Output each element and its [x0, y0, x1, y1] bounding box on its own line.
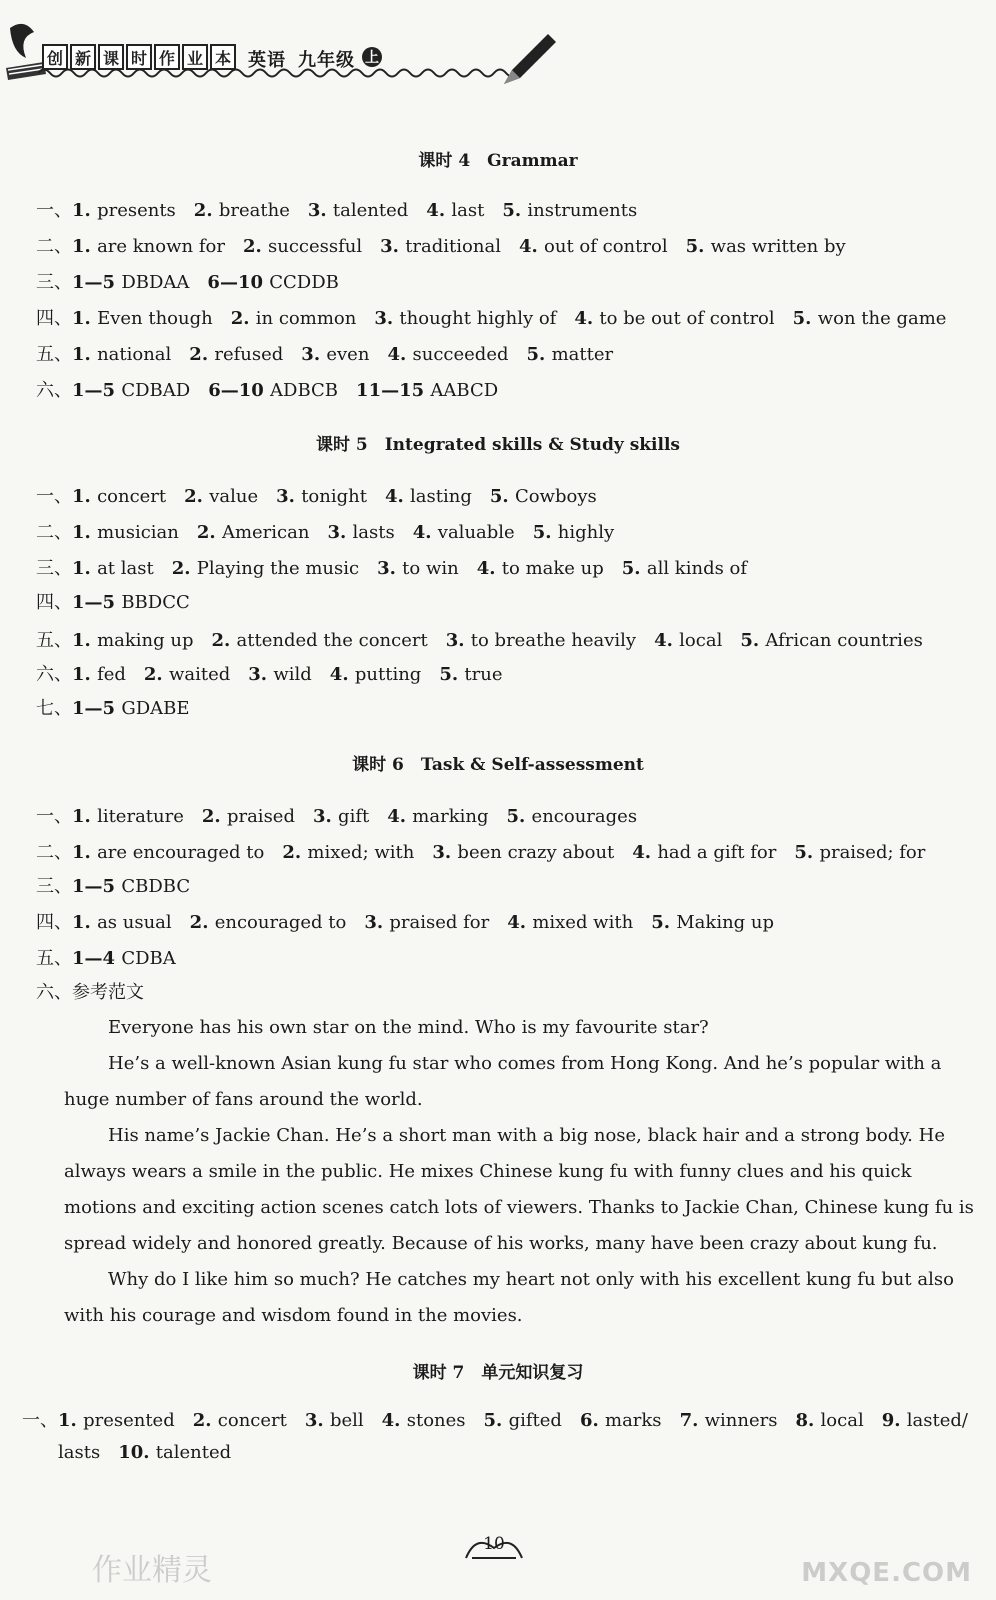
answer-text: BBDCC: [121, 592, 190, 613]
answer-row: [36, 196, 637, 222]
answer-text: last: [451, 200, 485, 221]
answer-number: 1.: [72, 486, 98, 507]
answer-number: 1.: [72, 522, 98, 543]
answer-number: 3.: [377, 558, 403, 579]
answer-text: CCDDB: [269, 272, 339, 293]
answer-row: [36, 660, 502, 686]
answer-text: Cowboys: [514, 486, 597, 507]
answer-number: 8.: [795, 1410, 821, 1431]
essay-paragraph: His name’s Jackie Chan. He’s a short man with a big nose, black hair and a strong body. He always wears a smile in the public. He mixes Chinese kung fu with funny clues and his quick motions and exciting action scenes catch lots of viewers. Thanks to Jackie Chan, Chinese kung fu is spread widely and honored greatly. Because of his works, many have been crazy about kung fu.: [64, 1125, 974, 1254]
answer-text: gifted: [508, 1410, 562, 1431]
answer-row: [36, 482, 597, 508]
answer-text: presents: [97, 200, 176, 221]
question-group-prefix: 二、: [36, 522, 72, 543]
answer-number: 4.: [654, 630, 680, 651]
answer-text: mixed with: [532, 912, 634, 933]
answer-number: 3.: [374, 308, 400, 329]
answer-text: value: [209, 486, 259, 507]
answer-text: refused: [214, 344, 284, 365]
answer-text: praised for: [389, 912, 490, 933]
answer-row: [36, 268, 339, 294]
subject-label: 英语: [248, 50, 286, 71]
answer-number: 3.: [248, 664, 274, 685]
answer-number: 1—5: [72, 380, 122, 401]
answer-number: 5.: [506, 806, 532, 827]
answer-row-continued: [58, 1442, 231, 1463]
answer-text: praised: [226, 806, 295, 827]
answer-number: 2.: [171, 558, 197, 579]
answer-number: 6—10: [208, 380, 271, 401]
answer-number: 4.: [574, 308, 600, 329]
answer-text: even: [326, 344, 370, 365]
answer-number: 3.: [445, 630, 471, 651]
answer-text: local: [820, 1410, 864, 1431]
question-group-prefix: 五、: [36, 630, 72, 651]
answer-text: marking: [412, 806, 489, 827]
answer-number: 5.: [621, 558, 647, 579]
answer-text: been crazy about: [457, 842, 615, 863]
answer-number: 2.: [193, 200, 219, 221]
answer-number: 1.: [72, 842, 98, 863]
answer-text: AABCD: [430, 380, 499, 401]
answer-text: American: [221, 522, 310, 543]
answer-number: 2.: [282, 842, 308, 863]
answer-text: bell: [329, 1410, 364, 1431]
title-char-box: 新: [70, 44, 96, 70]
answer-row: [36, 802, 637, 828]
answer-text: putting: [354, 664, 422, 685]
answer-number: 1—5: [72, 592, 122, 613]
answer-text: winners: [704, 1410, 778, 1431]
answer-row: [36, 232, 846, 258]
answer-text: true: [464, 664, 503, 685]
answer-text: to make up: [501, 558, 604, 579]
answer-row: [36, 978, 144, 1004]
title-char-box: 本: [210, 44, 236, 70]
answer-text: 参考范文: [72, 982, 144, 1003]
question-group-prefix: 六、: [36, 380, 72, 401]
answer-text: African countries: [765, 630, 923, 651]
answer-text: concert: [97, 486, 167, 507]
answer-text: valuable: [437, 522, 515, 543]
answer-text: to breathe heavily: [470, 630, 637, 651]
answer-text: attended the concert: [236, 630, 428, 651]
pen-icon: [500, 30, 560, 90]
answer-text: encouraged to: [214, 912, 347, 933]
answer-number: 10.: [118, 1442, 156, 1463]
question-group-prefix: 三、: [36, 558, 72, 579]
answer-number: 1.: [72, 806, 98, 827]
answer-text: DBDAA: [121, 272, 190, 293]
answer-number: 4.: [507, 912, 533, 933]
answer-number: 4.: [384, 486, 411, 507]
page-number-text: 10: [483, 1534, 505, 1554]
answer-number: 1.: [72, 664, 98, 685]
answer-text: stones: [406, 1410, 466, 1431]
answer-number: 7.: [679, 1410, 705, 1431]
answer-text: lasts: [352, 522, 395, 543]
answer-number: 2.: [211, 630, 237, 651]
answer-text: as usual: [97, 912, 172, 933]
answer-number: 3.: [304, 1410, 330, 1431]
answer-number: 2.: [189, 912, 215, 933]
answer-text: was written by: [710, 236, 846, 257]
answer-number: 2.: [242, 236, 268, 257]
essay-paragraph: He’s a well-known Asian kung fu star who comes from Hong Kong. And he’s popular with a huge number of fans around the world.: [64, 1053, 942, 1110]
answer-text: successful: [268, 236, 363, 257]
answer-number: 3.: [364, 912, 390, 933]
question-group-prefix: 六、: [36, 664, 72, 685]
answer-number: 1.: [72, 308, 98, 329]
answer-row: [36, 340, 613, 366]
answer-number: 4.: [426, 200, 452, 221]
answer-text: wild: [273, 664, 312, 685]
answer-text: gift: [338, 806, 370, 827]
answer-text: CDBAD: [121, 380, 191, 401]
answer-row: [36, 518, 614, 544]
answer-text: tonight: [301, 486, 367, 507]
answer-text: Playing the music: [196, 558, 360, 579]
answer-row: [36, 554, 747, 580]
answer-number: 5.: [502, 200, 528, 221]
answer-number: 5.: [483, 1410, 509, 1431]
answer-row: [36, 376, 498, 402]
answer-text: are known for: [97, 236, 225, 257]
answer-number: 4.: [632, 842, 658, 863]
essay-paragraph: Why do I like him so much? He catches my heart not only with his excellent kung fu but also with his courage and wisdom found in the movies.: [64, 1269, 954, 1326]
answer-text: national: [97, 344, 172, 365]
answer-number: 1—5: [72, 876, 122, 897]
answer-row: [22, 1406, 968, 1432]
answer-text: breathe: [218, 200, 290, 221]
title-char-box: 作: [154, 44, 180, 70]
answer-text: making up: [97, 630, 194, 651]
answer-number: 5.: [740, 630, 766, 651]
answer-row: [36, 838, 925, 864]
answer-text: had a gift for: [657, 842, 777, 863]
answer-number: 1.: [72, 344, 98, 365]
answer-number: 3.: [307, 200, 333, 221]
question-group-prefix: 四、: [36, 308, 72, 329]
answer-number: 3.: [327, 522, 353, 543]
question-group-prefix: 六、: [36, 982, 72, 1003]
question-group-prefix: 二、: [36, 236, 72, 257]
answer-text: CDBA: [121, 948, 176, 969]
answer-number: 4.: [329, 664, 355, 685]
answer-text: Even though: [97, 308, 213, 329]
question-group-prefix: 二、: [36, 842, 72, 863]
answer-number: 1—5: [72, 698, 122, 719]
answer-number: 11—15: [356, 380, 431, 401]
answer-text: instruments: [527, 200, 638, 221]
answer-number: 2.: [184, 486, 210, 507]
section-title: 课时 4 Grammar: [418, 151, 578, 171]
answer-number: 3.: [312, 806, 339, 827]
answer-number: 2.: [196, 522, 222, 543]
title-char-box: 时: [126, 44, 152, 70]
site-watermark: [801, 1510, 976, 1590]
answer-text: highly: [557, 522, 615, 543]
answer-text: ADBCB: [270, 380, 339, 401]
answer-text: local: [679, 630, 723, 651]
ghost-watermark: 作业精灵: [92, 1553, 212, 1588]
answer-text: matter: [551, 344, 614, 365]
question-group-prefix: 一、: [36, 806, 72, 827]
answer-row: [36, 908, 774, 934]
answer-text: to be out of control: [599, 308, 775, 329]
answer-text: concert: [217, 1410, 287, 1431]
answer-text: talented: [155, 1442, 232, 1463]
answer-text: Making up: [676, 912, 775, 933]
answer-text: mixed; with: [307, 842, 415, 863]
answer-number: 4.: [518, 236, 545, 257]
answer-number: 6—10: [207, 272, 270, 293]
answer-number: 1.: [72, 558, 98, 579]
answer-number: 1—4: [72, 948, 122, 969]
answer-number: 3.: [380, 236, 406, 257]
answer-number: 3.: [276, 486, 302, 507]
answer-number: 9.: [881, 1410, 907, 1431]
question-group-prefix: 三、: [36, 272, 72, 293]
title-char-box: 创: [42, 44, 68, 70]
answer-text: succeeded: [412, 344, 509, 365]
title-char-box: 课: [98, 44, 124, 70]
answer-text: lasts: [58, 1442, 101, 1463]
answer-text: all kinds of: [646, 558, 748, 579]
answer-number: 4.: [412, 522, 438, 543]
section-title: 课时 5 Integrated skills & Study skills: [315, 435, 680, 455]
question-group-prefix: 五、: [36, 948, 72, 969]
model-essay: [64, 1010, 979, 1334]
answer-number: 4.: [381, 1410, 407, 1431]
answer-number: 1.: [72, 912, 98, 933]
question-group-prefix: 一、: [36, 200, 72, 221]
answer-text: talented: [332, 200, 409, 221]
answer-number: 1.: [72, 200, 98, 221]
question-group-prefix: 四、: [36, 592, 72, 613]
answer-number: 5.: [532, 522, 558, 543]
answer-row: [36, 588, 190, 614]
answer-text: to win: [402, 558, 459, 579]
answer-number: 1.: [72, 630, 98, 651]
answer-number: 1—5: [72, 272, 122, 293]
answer-row: [36, 304, 946, 330]
answer-text: won the game: [817, 308, 947, 329]
answer-text: lasted/: [906, 1410, 968, 1431]
answer-text: musician: [97, 522, 179, 543]
answer-text: lasting: [410, 486, 472, 507]
title-char-box: 业: [182, 44, 208, 70]
answer-number: 2.: [192, 1410, 218, 1431]
answer-number: 2.: [230, 308, 256, 329]
answer-text: at last: [97, 558, 154, 579]
answer-number: 5.: [792, 308, 818, 329]
question-group-prefix: 五、: [36, 344, 72, 365]
answer-number: 6.: [579, 1410, 605, 1431]
section-title: 课时 6 Task & Self-assessment: [352, 755, 644, 775]
question-group-prefix: 一、: [36, 486, 72, 507]
question-group-prefix: 四、: [36, 912, 72, 933]
answer-row: [36, 944, 176, 970]
answer-text: marks: [605, 1410, 662, 1431]
answer-text: traditional: [405, 236, 501, 257]
answer-number: 5.: [685, 236, 711, 257]
answer-number: 5.: [794, 842, 820, 863]
question-group-prefix: 一、: [22, 1410, 58, 1431]
answer-row: [36, 694, 190, 720]
question-group-prefix: 七、: [36, 698, 72, 719]
question-group-prefix: 三、: [36, 876, 72, 897]
answer-text: out of control: [544, 236, 668, 257]
answer-text: thought highly of: [399, 308, 557, 329]
answer-row: [36, 626, 923, 652]
answer-text: literature: [97, 806, 184, 827]
answer-text: fed: [97, 664, 126, 685]
answer-number: 5.: [651, 912, 677, 933]
answer-number: 4.: [387, 344, 413, 365]
answer-row: [36, 872, 190, 898]
term-badge: 上: [362, 47, 382, 67]
answer-number: 5.: [439, 664, 465, 685]
answer-number: 2.: [189, 344, 215, 365]
answer-text: presented: [83, 1410, 175, 1431]
answer-number: 3.: [432, 842, 458, 863]
answer-text: are encouraged to: [97, 842, 265, 863]
answer-text: CBDBC: [121, 876, 191, 897]
answer-number: 5.: [526, 344, 552, 365]
answer-number: 1.: [58, 1410, 84, 1431]
answer-number: 2.: [201, 806, 227, 827]
answer-text: GDABE: [121, 698, 190, 719]
answer-text: praised; for: [819, 842, 926, 863]
page-header: [0, 0, 996, 95]
section-title-7: 课时 7 单元知识复习: [412, 1363, 584, 1383]
answer-number: 2.: [143, 664, 169, 685]
grade-label: 九年级: [298, 50, 355, 71]
answer-number: 3.: [301, 344, 327, 365]
answer-text: encourages: [531, 806, 638, 827]
header-wave-divider: [38, 66, 518, 80]
answer-number: 4.: [387, 806, 413, 827]
answer-number: 4.: [476, 558, 502, 579]
answer-number: 1.: [72, 236, 98, 257]
page-number: [462, 1528, 526, 1564]
answer-text: in common: [255, 308, 357, 329]
essay-paragraph: Everyone has his own star on the mind. Who is my favourite star?: [108, 1017, 709, 1038]
answer-number: 5.: [489, 486, 515, 507]
watermark-text: MXQE.COM: [801, 1558, 972, 1588]
answer-text: waited: [168, 664, 231, 685]
